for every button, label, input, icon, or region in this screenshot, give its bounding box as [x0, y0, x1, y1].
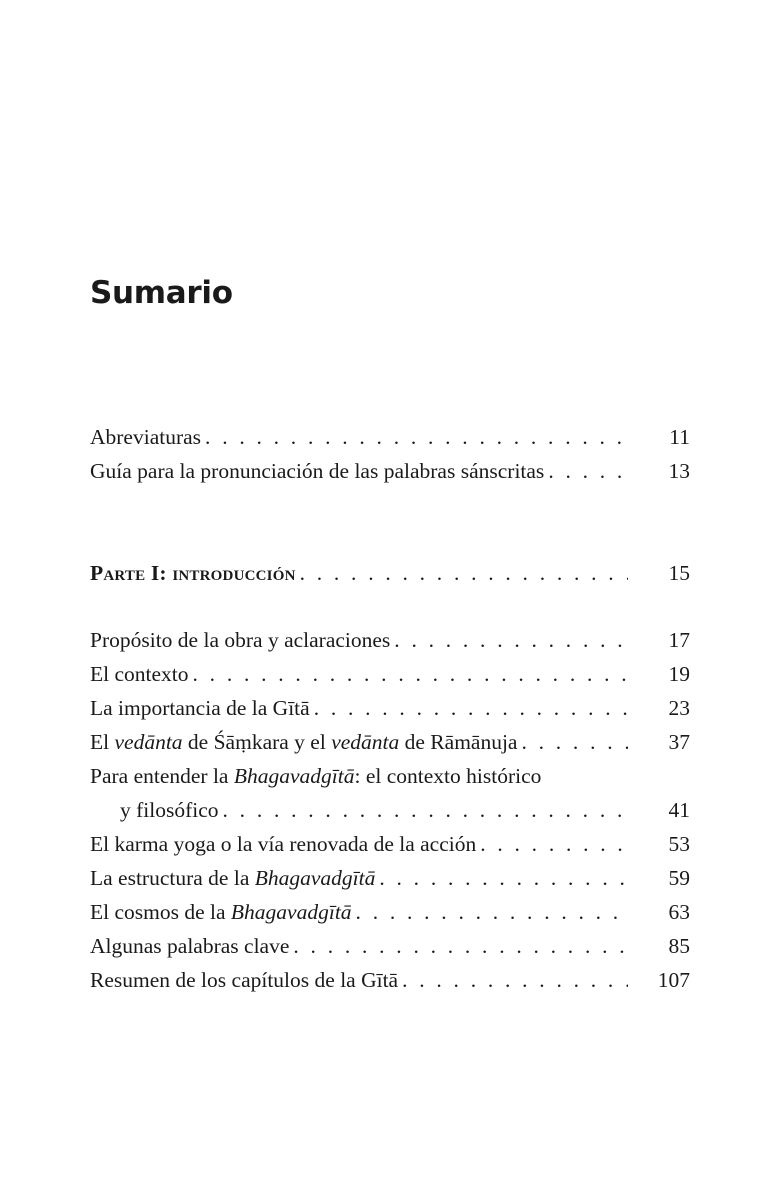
page-title: Sumario — [90, 275, 233, 311]
label-text: La estructura de la — [90, 866, 255, 890]
toc-entry-continuation[interactable] — [90, 795, 690, 825]
toc-page-number: 107 — [657, 968, 690, 992]
label-text: de Śāṃkara y el — [182, 730, 332, 754]
toc-entry-label: Resumen de los capítulos de la Gītā — [90, 968, 399, 992]
leader-dots — [398, 965, 628, 995]
toc-entry[interactable] — [90, 625, 690, 655]
toc-entry[interactable] — [90, 659, 690, 689]
leader-dots — [189, 659, 628, 689]
label-text: de Rāmānuja — [399, 730, 518, 754]
toc-page-number: 37 — [668, 730, 690, 754]
toc-entry-label — [90, 727, 517, 757]
label-italic: vedānta — [331, 730, 400, 754]
toc-entry-label: El karma yoga o la vía renovada de la acción — [90, 832, 477, 856]
leader-dots — [476, 829, 628, 859]
toc-page-number: 63 — [668, 900, 690, 924]
toc-entry[interactable] — [90, 931, 690, 961]
toc-entry[interactable] — [90, 965, 690, 995]
toc-page-number: 59 — [668, 866, 690, 890]
label-italic: vedānta — [114, 730, 183, 754]
toc-entry-label: La importancia de la Gītā — [90, 696, 310, 720]
leader-dots — [375, 863, 628, 893]
label-text: El — [90, 730, 115, 754]
toc-entry[interactable] — [90, 829, 690, 859]
toc-page-number: 15 — [668, 561, 690, 585]
toc-page-number: 53 — [668, 832, 690, 856]
toc-entry-label: Guía para la pronunciación de las palabras sánscritas — [90, 459, 545, 483]
leader-dots — [201, 422, 628, 452]
leader-dots — [296, 558, 628, 588]
label-text: : el contexto histórico — [354, 764, 542, 788]
leader-dots — [517, 727, 628, 757]
label-text: Para entender la — [90, 764, 234, 788]
label-italic: Bhagavadgītā — [230, 900, 352, 924]
toc-entry-label: Propósito de la obra y aclaraciones — [90, 628, 391, 652]
toc-page-number: 19 — [668, 662, 690, 686]
leader-dots — [390, 625, 628, 655]
toc-page-number: 11 — [669, 425, 690, 449]
leader-dots — [352, 897, 628, 927]
toc-page-number: 17 — [668, 628, 690, 652]
label-text: El cosmos de la — [90, 900, 231, 924]
toc-entry-abreviaturas[interactable] — [90, 422, 690, 452]
toc-entry-first-line[interactable] — [90, 761, 690, 791]
toc-entry-label — [90, 863, 375, 893]
toc-page-number: 13 — [668, 459, 690, 483]
toc-entry-label: El contexto — [90, 662, 189, 686]
toc-entry[interactable] — [90, 727, 690, 757]
toc-page-number: 85 — [668, 934, 690, 958]
toc-entry-label: y filosófico — [120, 798, 219, 822]
leader-dots — [219, 795, 628, 825]
toc-entry-label — [90, 897, 352, 927]
toc-entry[interactable] — [90, 693, 690, 723]
toc-part-heading[interactable] — [90, 558, 690, 588]
toc-entry-label: Abreviaturas — [90, 425, 202, 449]
leader-dots — [544, 456, 628, 486]
toc-page-number: 23 — [668, 696, 690, 720]
label-italic: Bhagavadgītā — [254, 866, 376, 890]
toc-entry-label: Algunas palabras clave — [90, 934, 290, 958]
leader-dots — [310, 693, 628, 723]
toc-entry-pronunciacion[interactable] — [90, 456, 690, 486]
label-italic: Bhagavadgītā — [233, 764, 355, 788]
toc-entry[interactable] — [90, 863, 690, 893]
toc-page-number: 41 — [668, 798, 690, 822]
part-heading-label: Parte I: introducción — [90, 561, 296, 585]
leader-dots — [289, 931, 628, 961]
toc-entry[interactable] — [90, 897, 690, 927]
